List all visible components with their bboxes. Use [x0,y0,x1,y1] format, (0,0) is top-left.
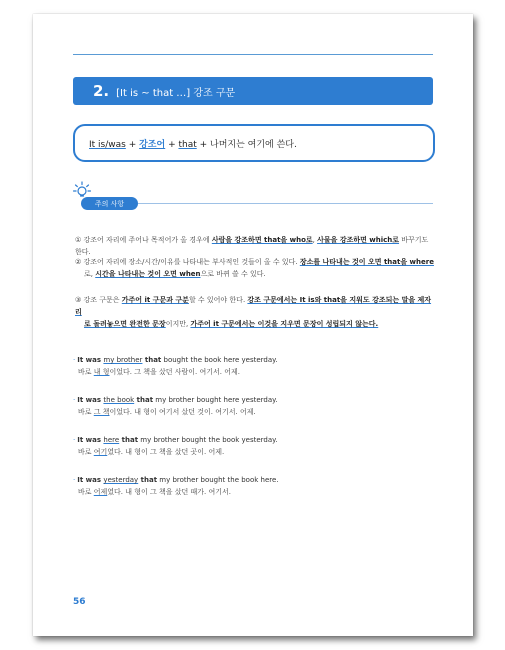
caution-text: 바꾸기도 한다. [75,236,429,256]
caution-item-2 [75,256,435,280]
caution-text: 으로 바뀌 쓸 수 있다. [200,270,266,278]
rule-plus: + [165,139,179,150]
section-title: [It is ~ that …] 강조 구문 [116,87,236,99]
caution-text: 할 수 있어야 한다. [188,296,248,304]
caution-item-1 [75,234,435,258]
example-english: · It was the book that my brother bought here yesterday. [73,396,278,404]
caution-highlight: 장소를 나타내는 것이 오면 that을 where [299,258,434,266]
section-number: 2. [93,82,110,100]
example-korean: 바로 여기였다. 내 형이 그 책을 샀던 곳이. 어제. [78,448,225,456]
caution-highlight: 시간을 나타내는 것이 오면 when [95,270,201,278]
notice-label: 주의 사항 [81,197,138,210]
caution-highlight: 사람을 강조하면 that을 who로 [211,236,313,244]
caution-highlight: 가주어 it 구문과 구분 [121,296,189,304]
caution-text: 로, [84,270,96,278]
page-number: 56 [73,597,86,607]
caution-highlight: 가주어 it 구문에서는 이것을 지우면 문장이 성립되지 않는다. [190,320,379,328]
rule-part-emphasis: 강조어 [139,139,166,150]
example-korean: 바로 그 책이었다. 내 형이 여기서 샀던 것이. 여기서. 어제. [78,408,256,416]
caution-text: 강조어 자리에 장소/시간/이유를 나타내는 부사적인 것들이 올 수 있다. [81,258,300,266]
caution-text: 강조 구문은 [81,296,122,304]
caution-item-3 [75,294,435,330]
rule-rest: + 나머지는 여기에 쓴다. [196,139,297,150]
notice-divider [138,203,433,204]
caution-text: 강조어 자리에 주어나 목적어가 올 경우에 [81,236,212,244]
example-korean: 바로 어제였다. 내 형이 그 책을 샀던 때가. 여기서. [78,488,231,496]
caution-number: ③ [75,296,82,304]
example-english: · It was my brother that bought the book here yesterday. [73,356,278,364]
caution-text: 이지만, [165,320,191,328]
example-2 [73,394,433,418]
example-english: · It was here that my brother bought the book yesterday. [73,436,278,444]
rule-part-that: that [178,139,197,150]
caution-highlight: 강조 구문에서는 It is와 that을 지워도 강조되는 말을 제자리 [75,296,432,316]
caution-highlight: 로 돌려놓으면 완전한 문장 [84,320,166,328]
caution-text: , [312,236,318,244]
example-korean: 바로 내 형이었다. 그 책을 샀던 사람이. 여기서. 어제. [78,368,240,376]
caution-number: ② [75,258,82,266]
section-header [73,77,433,105]
rule-box [73,124,435,162]
caution-number: ① [75,236,82,244]
top-divider [73,54,433,55]
book-page [33,14,473,636]
caution-highlight: 사물을 강조하면 which로 [317,236,400,244]
example-1 [73,354,433,378]
rule-text [89,137,297,150]
rule-part-it-is: It is/was [89,139,126,150]
example-4 [73,474,433,498]
example-3 [73,434,433,458]
example-english: · It was yesterday that my brother bought the book here. [73,476,279,484]
rule-plus: + [125,139,140,150]
